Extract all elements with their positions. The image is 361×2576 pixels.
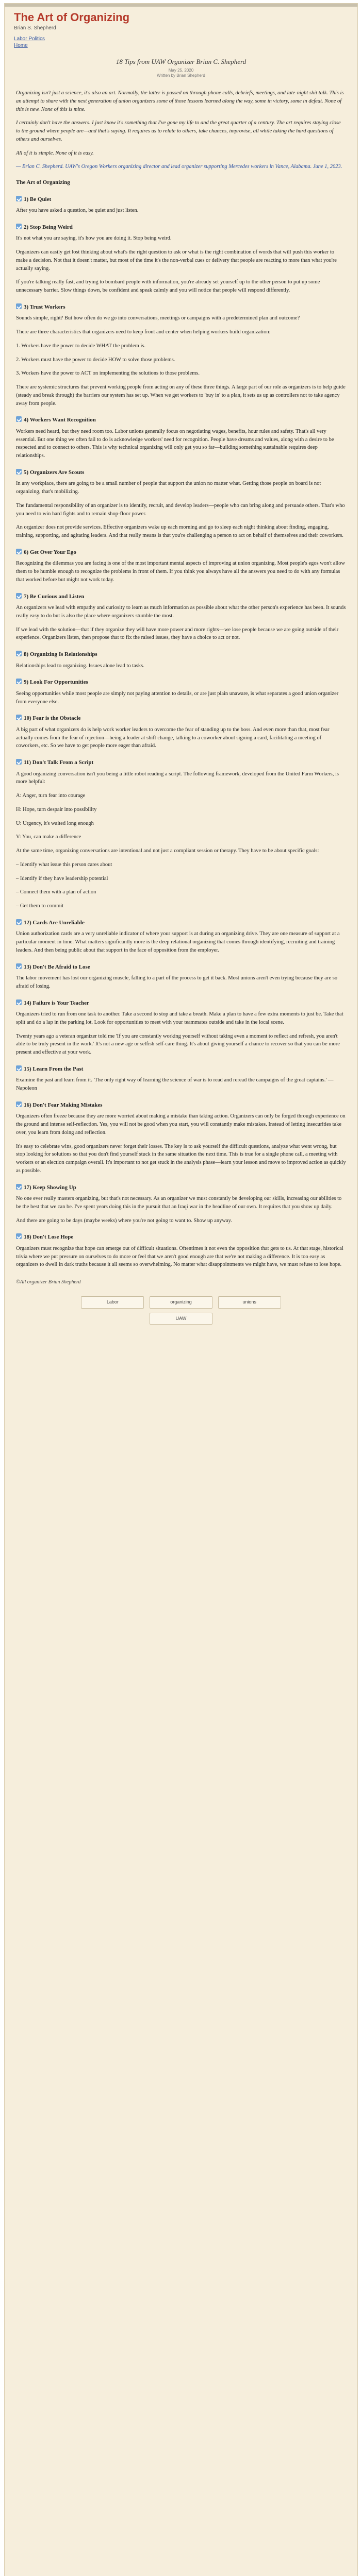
- checkmark-icon: [16, 303, 22, 309]
- tag-labor[interactable]: Labor: [81, 1296, 144, 1309]
- lesson: [16, 303, 346, 408]
- lesson-paragraph: V: You, can make a difference: [16, 834, 81, 840]
- lesson-heading-text: 4) Workers Want Recognition: [24, 417, 96, 423]
- lesson-paragraph: – Connect them with a plan of action: [16, 889, 96, 895]
- lesson-paragraph: An organizers we lead with empathy and curiosity to learn as much information as possible about what the other person's experience has been. It sounds really easy to do but is also the place where organizers stumble the most.: [16, 605, 346, 619]
- post-title: 18 Tips from UAW Organizer Brian C. Shepherd: [116, 58, 247, 65]
- lesson-heading-text: 7) Be Curious and Listen: [24, 593, 85, 600]
- lesson-paragraph: Sounds simple, right? But how often do we go into conversations, meetings or campaigns with a predetermined plan and outcome?: [16, 315, 300, 321]
- lesson: [16, 1065, 346, 1093]
- article-page: [4, 3, 358, 2576]
- lesson-paragraph: After you have asked a question, be quiet and just listen.: [16, 208, 139, 213]
- intro-paragraph: Organizing isn't just a science, it's also an art. Normally, the latter is passed on through phone calls, debriefs, meetings, and late-night shit talk. This is an attempt to share with the next generation of union organizers some of those lessons learned along the way, some in victory, some in defeat. None of this is new. None of this is mine.: [16, 90, 344, 112]
- lesson-heading-text: 3) Trust Workers: [24, 303, 65, 310]
- tag-list: [16, 1296, 346, 1329]
- closing-author: ©All organizer Brian Shepherd: [16, 1279, 81, 1285]
- lesson-paragraph: – Get them to commit: [16, 903, 64, 909]
- checkmark-icon: [16, 679, 22, 684]
- lesson-heading: [16, 678, 346, 687]
- lesson-heading: [16, 195, 346, 204]
- lesson-heading: [16, 1183, 346, 1192]
- checkmark-icon: [16, 1233, 22, 1239]
- lesson-heading: [16, 592, 346, 601]
- lesson: [16, 758, 346, 910]
- site-title-link[interactable]: The Art of Organizing: [14, 11, 130, 24]
- lesson-heading-text: 17) Keep Showing Up: [24, 1184, 76, 1191]
- lesson-paragraph: A big part of what organizers do is help work worker leaders to overcome the fear of standing up to the boss. And even more than that, most fear actually comes from the fear of rejection—being a leader at shift change, talking to a coworker about signing a card, facilitating a meeting of coworkers, etc. So we have to get people more eager than afraid.: [16, 726, 330, 749]
- lesson-heading: [16, 1065, 346, 1074]
- tag-unions[interactable]: unions: [218, 1296, 281, 1309]
- nav-item-labor-politics: [14, 36, 348, 42]
- lesson-heading-text: 6) Get Over Your Ego: [24, 549, 76, 555]
- lesson-paragraph: Organizers tried to run from one task to another. Take a second to stop and take a breath. Make a plan to have a few extra moments to just be. Take that split and do a lap in the parking lot. Look for opportunities to meet with your teammates outside and take in the local scene.: [16, 1011, 343, 1025]
- lesson: [16, 919, 346, 955]
- lesson-heading: [16, 1233, 346, 1242]
- lesson-paragraph: Union authorization cards are a very unreliable indicator of where your support is at during an organizing drive. They are one measure of support at a particular moment in time. What matters significantly more is the deep relational organizing that comes through identifying, recruiting and training leaders. And then being public about that support in the face of opposition from the employer.: [16, 931, 340, 953]
- lesson-paragraph: An organizer does not provide services. Effective organizers wake up each morning and go to sleep each night thinking about finding, engaging, training, supporting, and agitating leaders. And that really means is that you're challenging a person to act on behalf of themselves and their coworkers.: [16, 524, 343, 538]
- checkmark-icon: [16, 469, 22, 474]
- site-byline: Brian S. Shepherd: [14, 25, 56, 31]
- intro-signature: [16, 163, 346, 171]
- checkmark-icon: [16, 919, 22, 925]
- lesson-paragraph: 1. Workers have the power to decide WHAT the problem is.: [16, 343, 146, 349]
- checkmark-icon: [16, 963, 22, 969]
- lesson-paragraph: U: Urgency, it's waited long enough: [16, 820, 94, 826]
- lesson-paragraph: – Identify if they have leadership potential: [16, 875, 108, 882]
- labor-politics-link[interactable]: Labor Politics: [14, 36, 45, 42]
- top-bar: [5, 4, 357, 7]
- checkmark-icon: [16, 1065, 22, 1071]
- lesson: [16, 999, 346, 1057]
- intro: [16, 89, 346, 171]
- lesson-heading-text: 2) Stop Being Weird: [24, 224, 73, 230]
- lesson-paragraph: 2. Workers must have the power to decide HOW to solve those problems.: [16, 357, 175, 363]
- checkmark-icon: [16, 1101, 22, 1107]
- lesson-paragraph: There are three characteristics that organizers need to keep front and center when helping workers build organization:: [16, 329, 271, 335]
- lesson: [16, 714, 346, 750]
- tag-organizing[interactable]: organizing: [150, 1296, 212, 1309]
- lesson: [16, 468, 346, 540]
- lesson-heading-text: 9) Look For Opportunities: [24, 679, 88, 686]
- lesson: [16, 650, 346, 670]
- lesson-heading: [16, 548, 346, 557]
- lesson-paragraph: Workers need heard, but they need room too. Labor unions generally focus on negotiating wages, benefits, hour rules and safety. That's all very essential. But one thing we often fail to do is acknowledge workers' need for recognition. People have dreams and values, along with a desire to be respected and to connect to others. This is why technical organizing will only get you so far—building something sustainable requires deep relationships.: [16, 428, 334, 459]
- lesson-paragraph: Recognizing the dilemmas you are facing is one of the most important mental aspects of improving at union organizing. Most people's egos won't allow them to be humble enough to recognize the problems in front of them. If you think you always have all the answers you need to do with any formulas that worked before but might not work today.: [16, 561, 346, 583]
- tag-uaw[interactable]: UAW: [150, 1313, 212, 1325]
- lesson: [16, 195, 346, 215]
- lesson-heading: [16, 963, 346, 972]
- checkmark-icon: [16, 224, 22, 229]
- section-heading: The Art of Organizing: [16, 179, 70, 185]
- lesson-heading-text: 10) Fear is the Obstacle: [24, 715, 81, 722]
- lesson-paragraph: 3. Workers have the power to ACT on implementing the solutions to those problems.: [16, 370, 200, 377]
- lesson-paragraph: No one ever really masters organizing, but that's not necessary. As an organizer we must constantly be developing our skills, increasing our abilities to be the best that we can be. I've spent years doing this in the pursuit that an Iraqi war in the headline of our own. It requires that you show up daily.: [16, 1196, 342, 1210]
- lesson-heading-text: 15) Learn From the Past: [24, 1065, 84, 1072]
- lesson: [16, 1233, 346, 1269]
- lesson-paragraph: Organizers can easily get lost thinking about what's the right question to ask or what is the right combination of words that will push this worker to make a decision. Not that it doesn't matter, but most of the time it's the non-verbal cues or delivery that people are reacting to more than what you're actually saying.: [16, 249, 337, 272]
- lesson-paragraph: It's not what you are saying, it's how you are doing it. Stop being weird.: [16, 235, 172, 242]
- lesson-paragraph: Seeing opportunities while most people are simply not paying attention to details, or are just plain unaware, is what separates a good union organizer from everyone else.: [16, 690, 339, 705]
- post-date: May 25, 2020: [168, 68, 194, 73]
- lesson-paragraph: H: Hope, turn despair into possibility: [16, 806, 97, 812]
- lesson-heading-text: 13) Don't Be Afraid to Lose: [24, 963, 90, 970]
- lesson-paragraph: Organizers often freeze because they are more worried about making a mistake than taking action. Organizers can only be forged through experience on the ground and intense self-reflection. Yes, you will not be good when you start, you will constantly make mistakes. Instead of letting insecurities take over, you learn from doing and reflection.: [16, 1113, 346, 1136]
- lesson-paragraph: A: Anger, turn fear into courage: [16, 793, 86, 799]
- lesson: [16, 592, 346, 642]
- author-profile-link[interactable]: — Brian C. Shepherd. UAW's Oregon Workers organizing director and lead organizer supporting Mercedes workers in Vance, Alabama. June 1, 2023.: [16, 164, 342, 170]
- lesson-heading: [16, 416, 346, 425]
- checkmark-icon: [16, 593, 22, 599]
- lesson-heading-text: 12) Cards Are Unreliable: [24, 919, 85, 926]
- lesson-heading: [16, 714, 346, 723]
- lesson-paragraph: At the same time, organizing conversations are intentional and not just a compliant session or therapy. They have to be about specific goals:: [16, 848, 319, 854]
- lesson-paragraph: – Identify what issue this person cares about: [16, 861, 112, 868]
- checkmark-icon: [16, 196, 22, 201]
- checkmark-icon: [16, 715, 22, 720]
- lesson: [16, 416, 346, 460]
- checkmark-icon: [16, 759, 22, 765]
- lesson: [16, 223, 346, 295]
- lesson-paragraph: And there are going to be days (maybe weeks) where you're not going to want to. Show up anyway.: [16, 1217, 232, 1224]
- checkmark-icon: [16, 1184, 22, 1190]
- lesson-heading: [16, 468, 346, 477]
- lesson: [16, 1183, 346, 1225]
- lesson-paragraph: A good organizing conversation isn't you being a little robot reading a script. The following framework, developed from the United Farm Workers, is more helpful:: [16, 771, 339, 785]
- lesson-paragraph: If you're talking really fast, and trying to bombard people with information, you're already set yourself up to the other person to put up some unnecessary barrier. Slow things down, be confident and speak calmly and you will notice that people will respond differently.: [16, 279, 320, 293]
- checkmark-icon: [16, 549, 22, 554]
- checkmark-icon: [16, 416, 22, 422]
- lesson-heading-text: 8) Organizing Is Relationships: [24, 651, 97, 657]
- lesson-heading: [16, 919, 346, 927]
- lessons-list: [16, 195, 346, 1269]
- lesson-paragraph: Relationships lead to organizing. Issues alone lead to tasks.: [16, 663, 144, 669]
- page-shell: [4, 0, 357, 2576]
- lesson-paragraph: Examine the past and learn from it. 'The only right way of learning the science of war is to read and reread the campaigns of the great captains.' — Napoleon: [16, 1077, 334, 1091]
- lesson-paragraph: In any workplace, there are going to be a small number of people that support the union no matter what. Getting those people on board is not organizing, that's mobilizing.: [16, 481, 321, 495]
- home-link[interactable]: Home: [14, 43, 28, 48]
- lesson-heading-text: 18) Don't Lose Hope: [24, 1234, 74, 1241]
- checkmark-icon: [16, 999, 22, 1005]
- lesson-paragraph: There are systemic structures that prevent working people from acting on any of these three things. A large part of our role as organizers is to help guide (steady and break through) the barriers our system has set up. When we get workers to 'buy in' to a plan, it sets us up as controllers not to take agency away from people.: [16, 384, 346, 406]
- lesson-paragraph: It's easy to celebrate wins, good organizers never forget their losses. The key is to ask yourself the difficult questions, analyze what went wrong, but stop looking for solutions so that you don't find yourself stuck in the same situation the next time. This is true for a single phone call, a meeting with workers or an election campaign overall. It's important to not get stuck in the analysis phase—learn your lesson and move to improved action as quickly as possible.: [16, 1143, 346, 1174]
- lesson-paragraph: Organizers must recognize that hope can emerge out of difficult situations. Oftentimes it not even the opposition that gets to us. At that stage, historical trivia where we put pressure on ourselves to do more or feel that we aren't good enough are that we're not making a difference. It is too easy as organizers to dwell in dark truths because it all seems so overwhelming. No matter what disappointments we might have, we must refuse to lose hope.: [16, 1245, 343, 1268]
- lesson: [16, 963, 346, 991]
- checkmark-icon: [16, 651, 22, 656]
- intro-paragraph: I certainly don't have the answers. I just know it's something that I've gone my life to and the great quarter of a century. The art requires staying close to the ground where people are—and that's saying. It requires us to relate to others, take chances, improvise, all while taking the hard questions of others and ourselves.: [16, 120, 341, 142]
- lesson-heading: [16, 758, 346, 767]
- lesson-heading: [16, 1101, 346, 1110]
- lesson-heading-text: 14) Failure is Your Teacher: [24, 999, 89, 1006]
- nav-item-home: [14, 43, 348, 48]
- lesson-heading: [16, 999, 346, 1008]
- post-author: Written by Brian Shepherd: [157, 73, 205, 78]
- lesson: [16, 1101, 346, 1175]
- lesson-heading-text: 11) Don't Talk From a Script: [24, 759, 94, 766]
- lesson-paragraph: If we lead with the solution—that if they organize they will have more power and more rights—we lose people because we are going outside of their experience. Organizers listen, then propose that to fix the raised issues, they have a choice to act or not.: [16, 626, 339, 641]
- lesson-heading: [16, 303, 346, 312]
- lesson-heading-text: 1) Be Quiet: [24, 196, 52, 202]
- lesson-heading: [16, 223, 346, 232]
- lesson: [16, 548, 346, 584]
- lesson-paragraph: Twenty years ago a veteran organizer told me 'If you are constantly working yourself without taking even a moment to reflect and refresh, you aren't able to be truly present in the work.' It's not a new age or selfish self-care thing. It's about giving yourself a chance to recover so that you can be more present and effective at your work.: [16, 1033, 340, 1055]
- lesson-paragraph: The labor movement has lost our organizing muscle, falling to a part of the process to get it back. Most unions aren't even trying because they are so afraid of losing.: [16, 975, 338, 989]
- lesson-heading: [16, 650, 346, 659]
- lesson-heading-text: 5) Organizers Are Scouts: [24, 469, 85, 476]
- site-header: [5, 4, 357, 48]
- lesson: [16, 678, 346, 706]
- article-content: [5, 89, 357, 1329]
- lesson-paragraph: The fundamental responsibility of an organizer is to identify, recruit, and develop leaders—people who can bring along and persuade others. That's who you need to win hard fights and to remain shop-floor power.: [16, 502, 345, 517]
- lesson-heading-text: 16) Don't Fear Making Mistakes: [24, 1101, 103, 1108]
- intro-paragraph: All of it is simple. None of it is easy.: [16, 150, 94, 156]
